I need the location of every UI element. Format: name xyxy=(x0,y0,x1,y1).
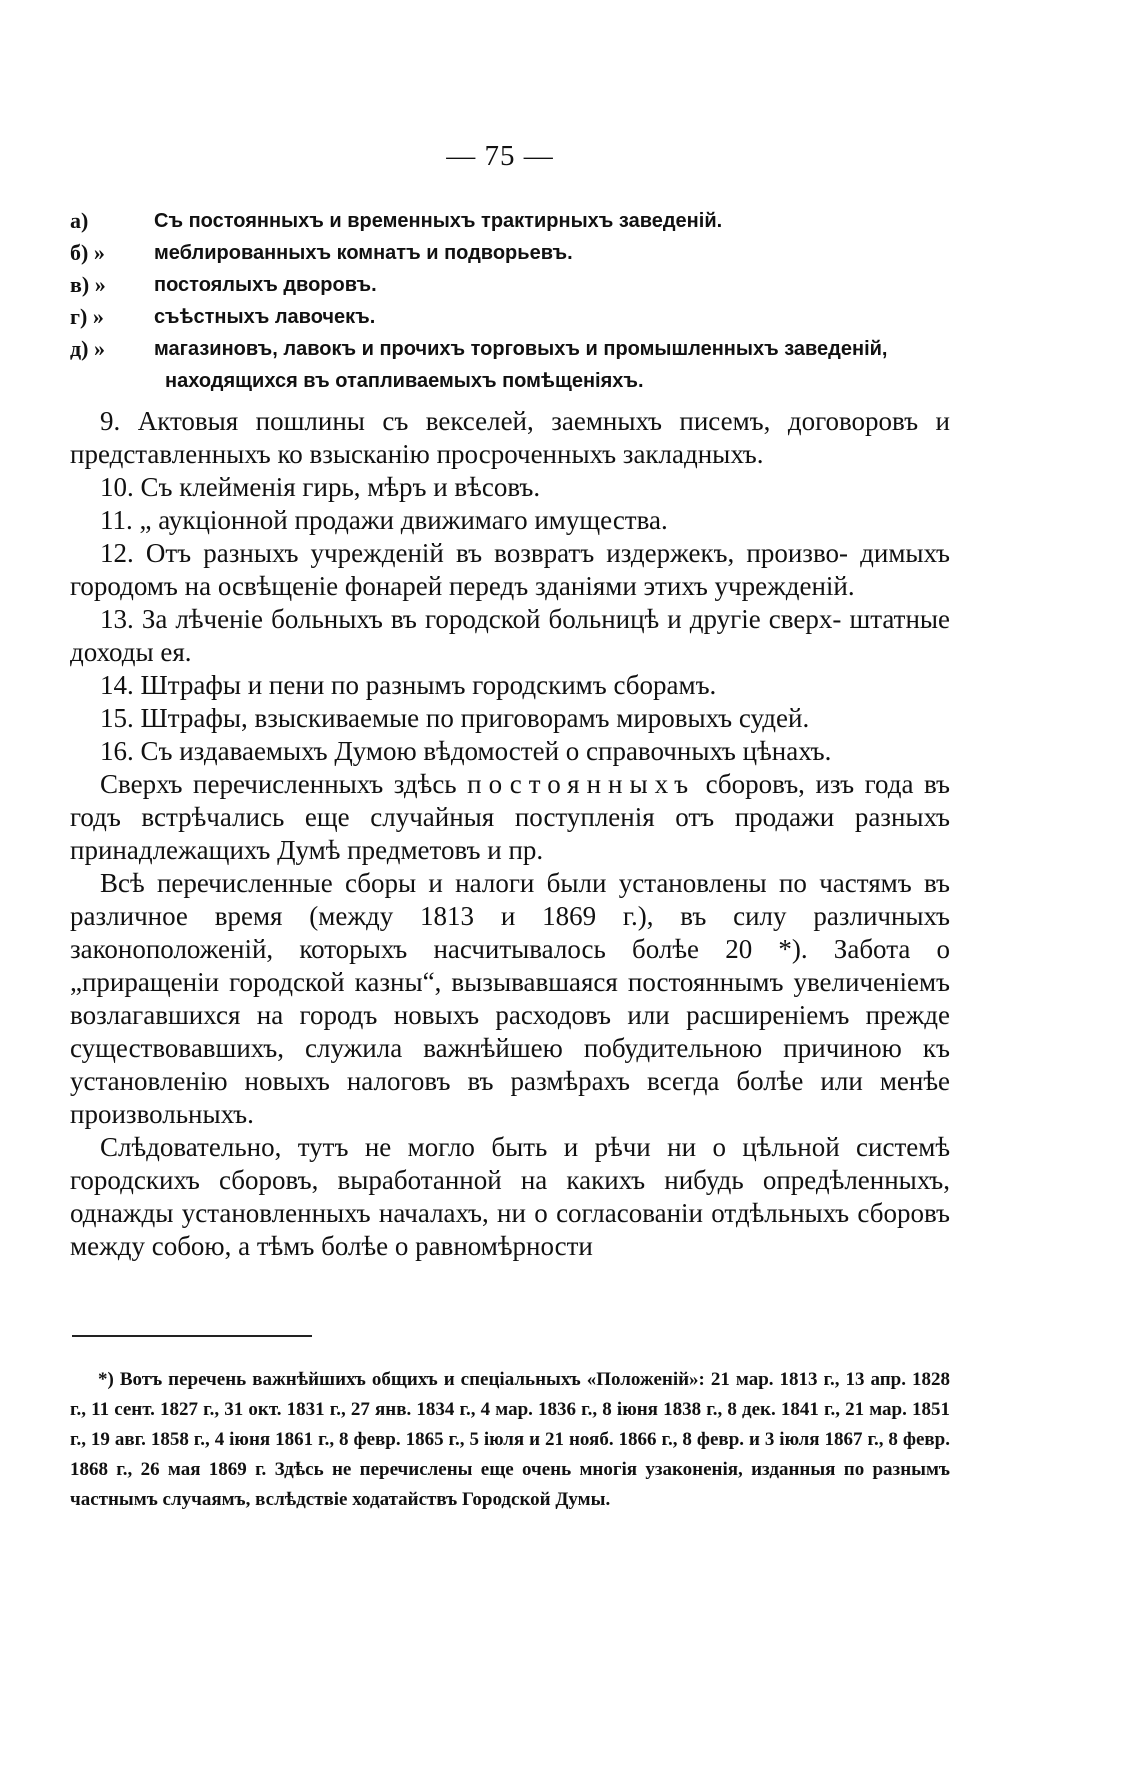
numbered-item xyxy=(70,702,950,735)
numbered-item-first-line: 12. Отъ разныхъ учрежденій въ возвратъ издержекъ, произво- xyxy=(100,538,849,568)
numbered-item xyxy=(70,471,950,504)
sublist-item-letter: б) » xyxy=(70,240,105,265)
numbered-item xyxy=(70,537,950,603)
page-number: — 75 — xyxy=(446,140,554,172)
numbered-item-continuation: штатные доходы ея. xyxy=(70,604,951,667)
sublist-item-text: меблированныхъ комнатъ и подворьевъ. xyxy=(154,242,573,264)
paragraph-taxes-history: Всѣ перечисленные сборы и налоги были установлены по частямъ въ различное время (между 1813 и 1869 г.), въ силу различныхъ законоположеній, которыхъ насчитывалось болѣе 20 *). Забота о „приращеніи городской казны“, вызывавшаяся постояннымъ увеличеніемъ возлагавшихся на городъ новыхъ расходовъ или расширеніемъ прежде существовавшихъ, служила важнѣйшею побудительною причиною къ установленію новыхъ налоговъ въ размѣрахъ всегда болѣе или менѣе произвольныхъ. xyxy=(70,868,950,1129)
sublist-item xyxy=(70,333,950,365)
numbered-item xyxy=(70,405,950,471)
main-text xyxy=(70,405,950,1263)
numbered-item-continuation: и представленныхъ ко взысканію просроченныхъ закладныхъ. xyxy=(70,406,950,469)
sublist-item-letter: д) » xyxy=(70,336,105,361)
sublist-item xyxy=(70,205,950,237)
sublist-item-text: постоялыхъ дворовъ. xyxy=(154,274,377,296)
numbered-item-first-line: 13. За лѣченіе больныхъ въ городской больницѣ и другіе сверх- xyxy=(100,604,842,634)
paragraph-text: сборовъ, изъ года въ годъ встрѣчались еще случайныя поступленія отъ продажи разныхъ принадлежащихъ Думѣ предметовъ и пр. xyxy=(70,769,950,865)
numbered-item xyxy=(70,504,950,537)
footnote-text: *) Вотъ перечень важнѣйшихъ общихъ и спеціальныхъ «Положеній»: 21 мар. 1813 г., 13 апр. 1828 г., 11 сент. 1827 г., 31 окт. 1831 г., 27 янв. 1834 г., 4 мар. 1836 г., 8 іюня 1838 г., 8 дек. 1841 г., 21 мар. 1851 г., 19 авг. 1858 г., 4 іюня 1861 г., 8 февр. 1865 г., 5 іюля и 21 нояб. 1866 г., 8 февр. и 3 іюля 1867 г., 8 февр. 1868 г., 26 мая 1869 г. Здѣсь не перечислены еще очень многія узаконенія, изданныя по разнымъ частнымъ случаямъ, вслѣдствіе ходатайствъ Городской Думы. xyxy=(70,1369,950,1510)
sublist-item xyxy=(70,237,950,269)
sublist-item xyxy=(70,269,950,301)
numbered-item xyxy=(70,735,950,768)
sublist-item-text: съѣстныхъ лавочекъ. xyxy=(154,306,376,328)
numbered-item xyxy=(70,669,950,702)
sublist-continuation: находящихся въ отапливаемыхъ помѣщеніяхъ. xyxy=(165,370,644,392)
numbered-item-first-line: 15. Штрафы, взыскиваемые по приговорамъ мировыхъ судей. xyxy=(100,703,810,733)
numbered-item-continuation: димыхъ городомъ на освѣщеніе фонарей передъ зданіями этихъ учрежденій. xyxy=(70,538,950,601)
sublist xyxy=(70,205,950,397)
paragraph-text: Сверхъ перечисленныхъ здѣсь xyxy=(100,769,468,799)
numbered-item-first-line: 10. Съ клейменія гирь, мѣръ и вѣсовъ. xyxy=(100,472,541,502)
footnote xyxy=(70,1365,950,1515)
paragraph-extra-revenues xyxy=(70,768,950,867)
sublist-item-letter: г) » xyxy=(70,304,104,329)
paragraph-conclusion: Слѣдовательно, тутъ не могло быть и рѣчи ни о цѣльной системѣ городскихъ сборовъ, выработанной на какихъ нибудь опредѣленныхъ, однажды установленныхъ началахъ, ни о согласованіи отдѣльныхъ сборовъ между собою, а тѣмъ болѣе о равномѣрности xyxy=(70,1132,950,1261)
sublist-item xyxy=(70,301,950,333)
numbered-item-first-line: 14. Штрафы и пени по разнымъ городскимъ сборамъ. xyxy=(100,670,717,700)
sublist-item-letter: а) xyxy=(70,208,89,233)
numbered-item-first-line: 9. Актовыя пошлины съ векселей, заемныхъ писемъ, договоровъ xyxy=(100,406,919,436)
footnote-separator xyxy=(72,1335,312,1337)
spaced-emphasis: постоянныхъ xyxy=(467,769,696,799)
sublist-item-text: магазиновъ, лавокъ и прочихъ торговыхъ и промышленныхъ заведеній, xyxy=(154,338,888,360)
sublist-item-text: Съ постоянныхъ и временныхъ трактирныхъ заведеній. xyxy=(154,210,723,232)
sublist-item-letter: в) » xyxy=(70,272,106,297)
numbered-item-first-line: 11. „ аукціонной продажи движимаго имущества. xyxy=(100,505,668,535)
numbered-item-first-line: 16. Съ издаваемыхъ Думою вѣдомостей о справочныхъ цѣнахъ. xyxy=(100,736,832,766)
numbered-item xyxy=(70,603,950,669)
